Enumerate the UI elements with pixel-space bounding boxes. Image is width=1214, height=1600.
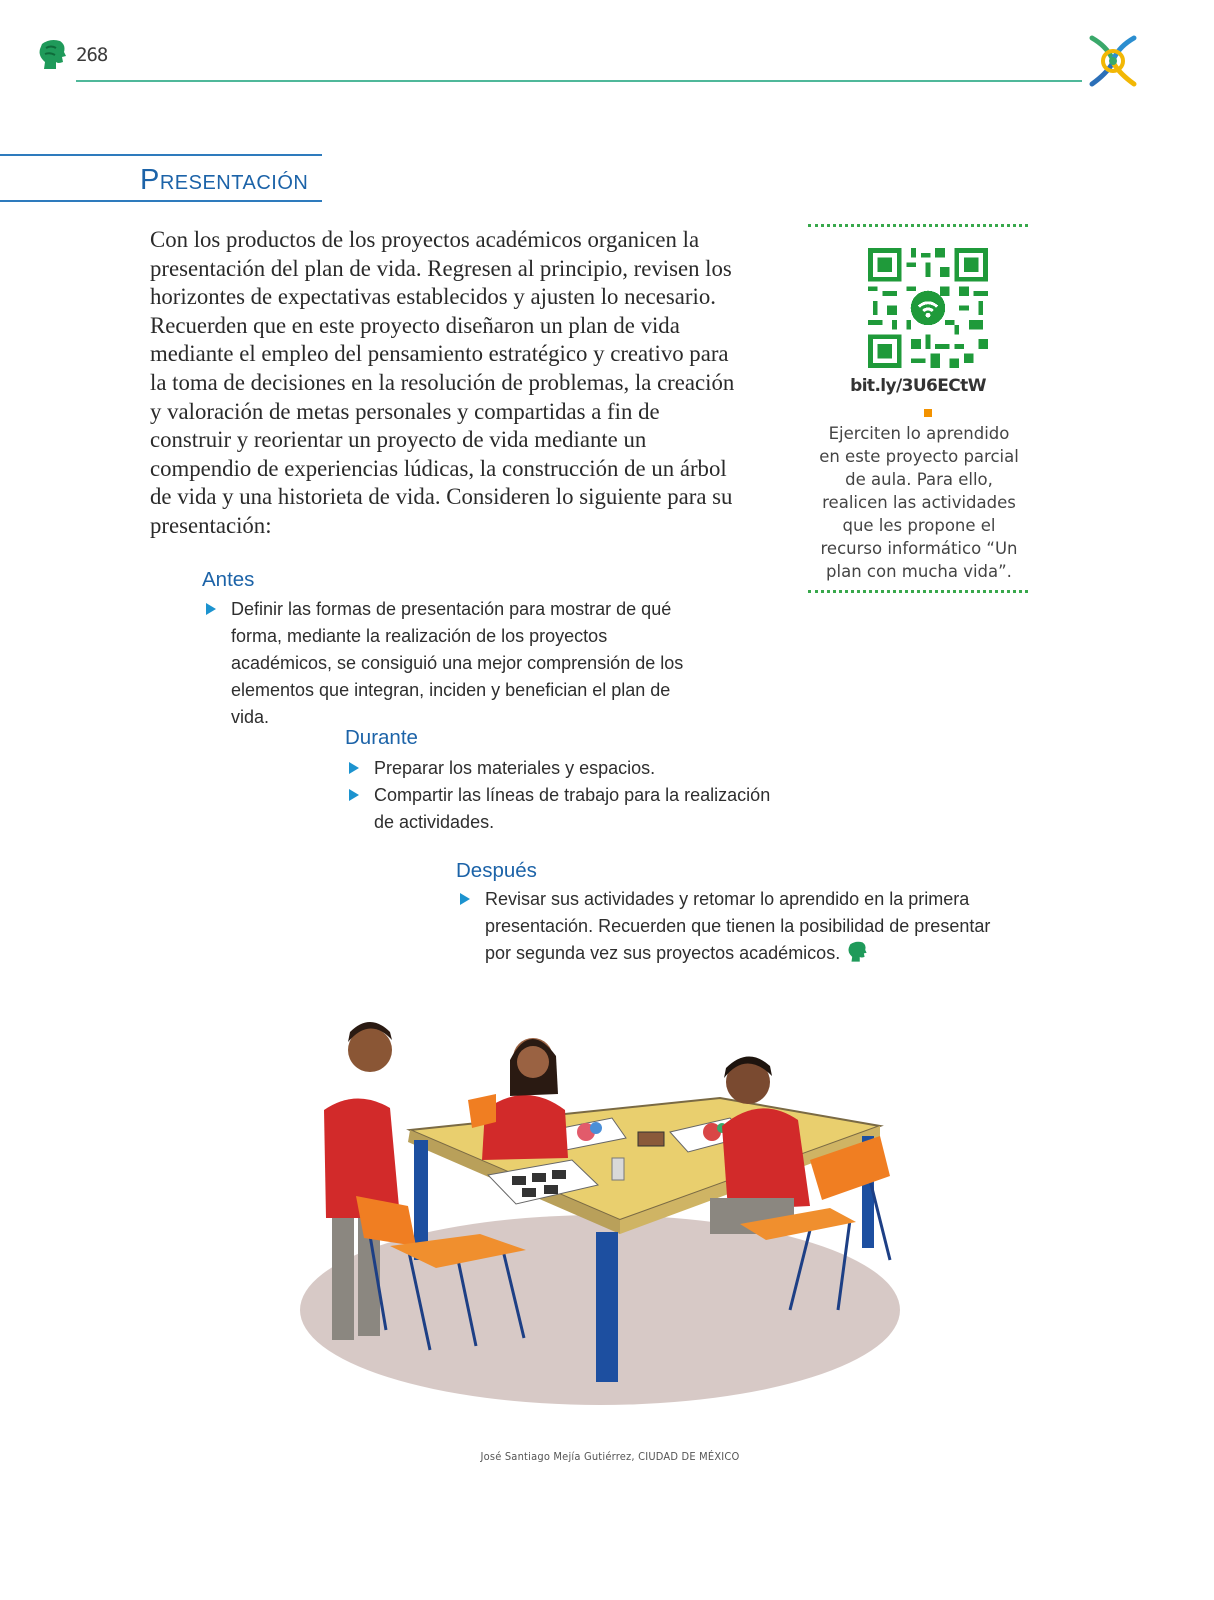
- resource-link[interactable]: bit.ly/3U6ECtW: [850, 376, 986, 396]
- title-rule-bottom: [0, 200, 322, 202]
- sidebar-text: Ejerciten lo aprendido en este proyecto parcial de aula. Para ello, realicen las actividades que les propone el recurso informático “Un plan con mucha vida”.: [819, 424, 1019, 581]
- bullet-arrow-icon: [349, 762, 359, 774]
- qr-code-icon[interactable]: [868, 248, 988, 368]
- sidebar-border-top: [808, 224, 1028, 227]
- page-number: 268: [76, 44, 108, 66]
- green-head-icon: [846, 940, 868, 964]
- green-head-icon: [36, 38, 68, 72]
- section-title: Presentación: [140, 164, 309, 196]
- header-rule: [76, 80, 1082, 82]
- stage-title-durante: Durante: [345, 726, 418, 749]
- stage-title-despues: Después: [456, 859, 537, 882]
- bullet-arrow-icon: [460, 893, 470, 905]
- list-item-text: Preparar los materiales y espacios.: [374, 758, 656, 778]
- list-item: [345, 755, 785, 782]
- sidebar-border-bottom: [808, 590, 1028, 593]
- list-item-text: Definir las formas de presentación para mostrar de qué forma, mediante la realización de los proyectos académicos, se consiguió una mejor comprensión de los elementos que integran, inciden y benefician el plan de vida.: [231, 599, 684, 727]
- list-item: [456, 886, 1006, 967]
- students-at-table-illustration: [290, 1010, 910, 1430]
- list-item-text: Revisar sus actividades y retomar lo aprendido en la primera presentación. Recuerden que tienen la posibilidad de presentar por segunda vez sus proyectos académicos.: [485, 889, 991, 963]
- title-rule-top: [0, 154, 322, 156]
- list-item-text: Compartir las líneas de trabajo para la realización de actividades.: [374, 785, 771, 832]
- illustration-credit: José Santiago Mejía Gutiérrez, CIUDAD DE MÉXICO: [480, 1450, 740, 1463]
- list-item: [345, 782, 785, 836]
- list-item: [202, 596, 712, 731]
- bullet-arrow-icon: [206, 603, 216, 615]
- separator-dot: [924, 409, 932, 417]
- bullet-arrow-icon: [349, 789, 359, 801]
- stage-list-despues: [456, 886, 1006, 967]
- intro-paragraph: Con los productos de los proyectos académicos organicen la presentación del plan de vida. Regresen al principio, revisen los horizontes de expectativas establecidos y ajusten lo necesario. Recuerden que en este proyecto diseñaron un plan de vida mediante el empleo del pensamiento estratégico y creativo para la toma de decisiones en la resolución de problemas, la creación y valoración de metas personales y compartidas a fin de construir y reorientar un proyecto de vida mediante un compendio de experiencias lúdicas, la construcción de un árbol de vida y una historieta de vida. Consideren lo siguiente para su presentación:: [150, 227, 735, 538]
- community-logo-icon: [1084, 32, 1142, 90]
- stage-list-durante: [345, 755, 785, 836]
- stage-list-antes: [202, 596, 712, 731]
- stage-title-antes: Antes: [202, 568, 255, 591]
